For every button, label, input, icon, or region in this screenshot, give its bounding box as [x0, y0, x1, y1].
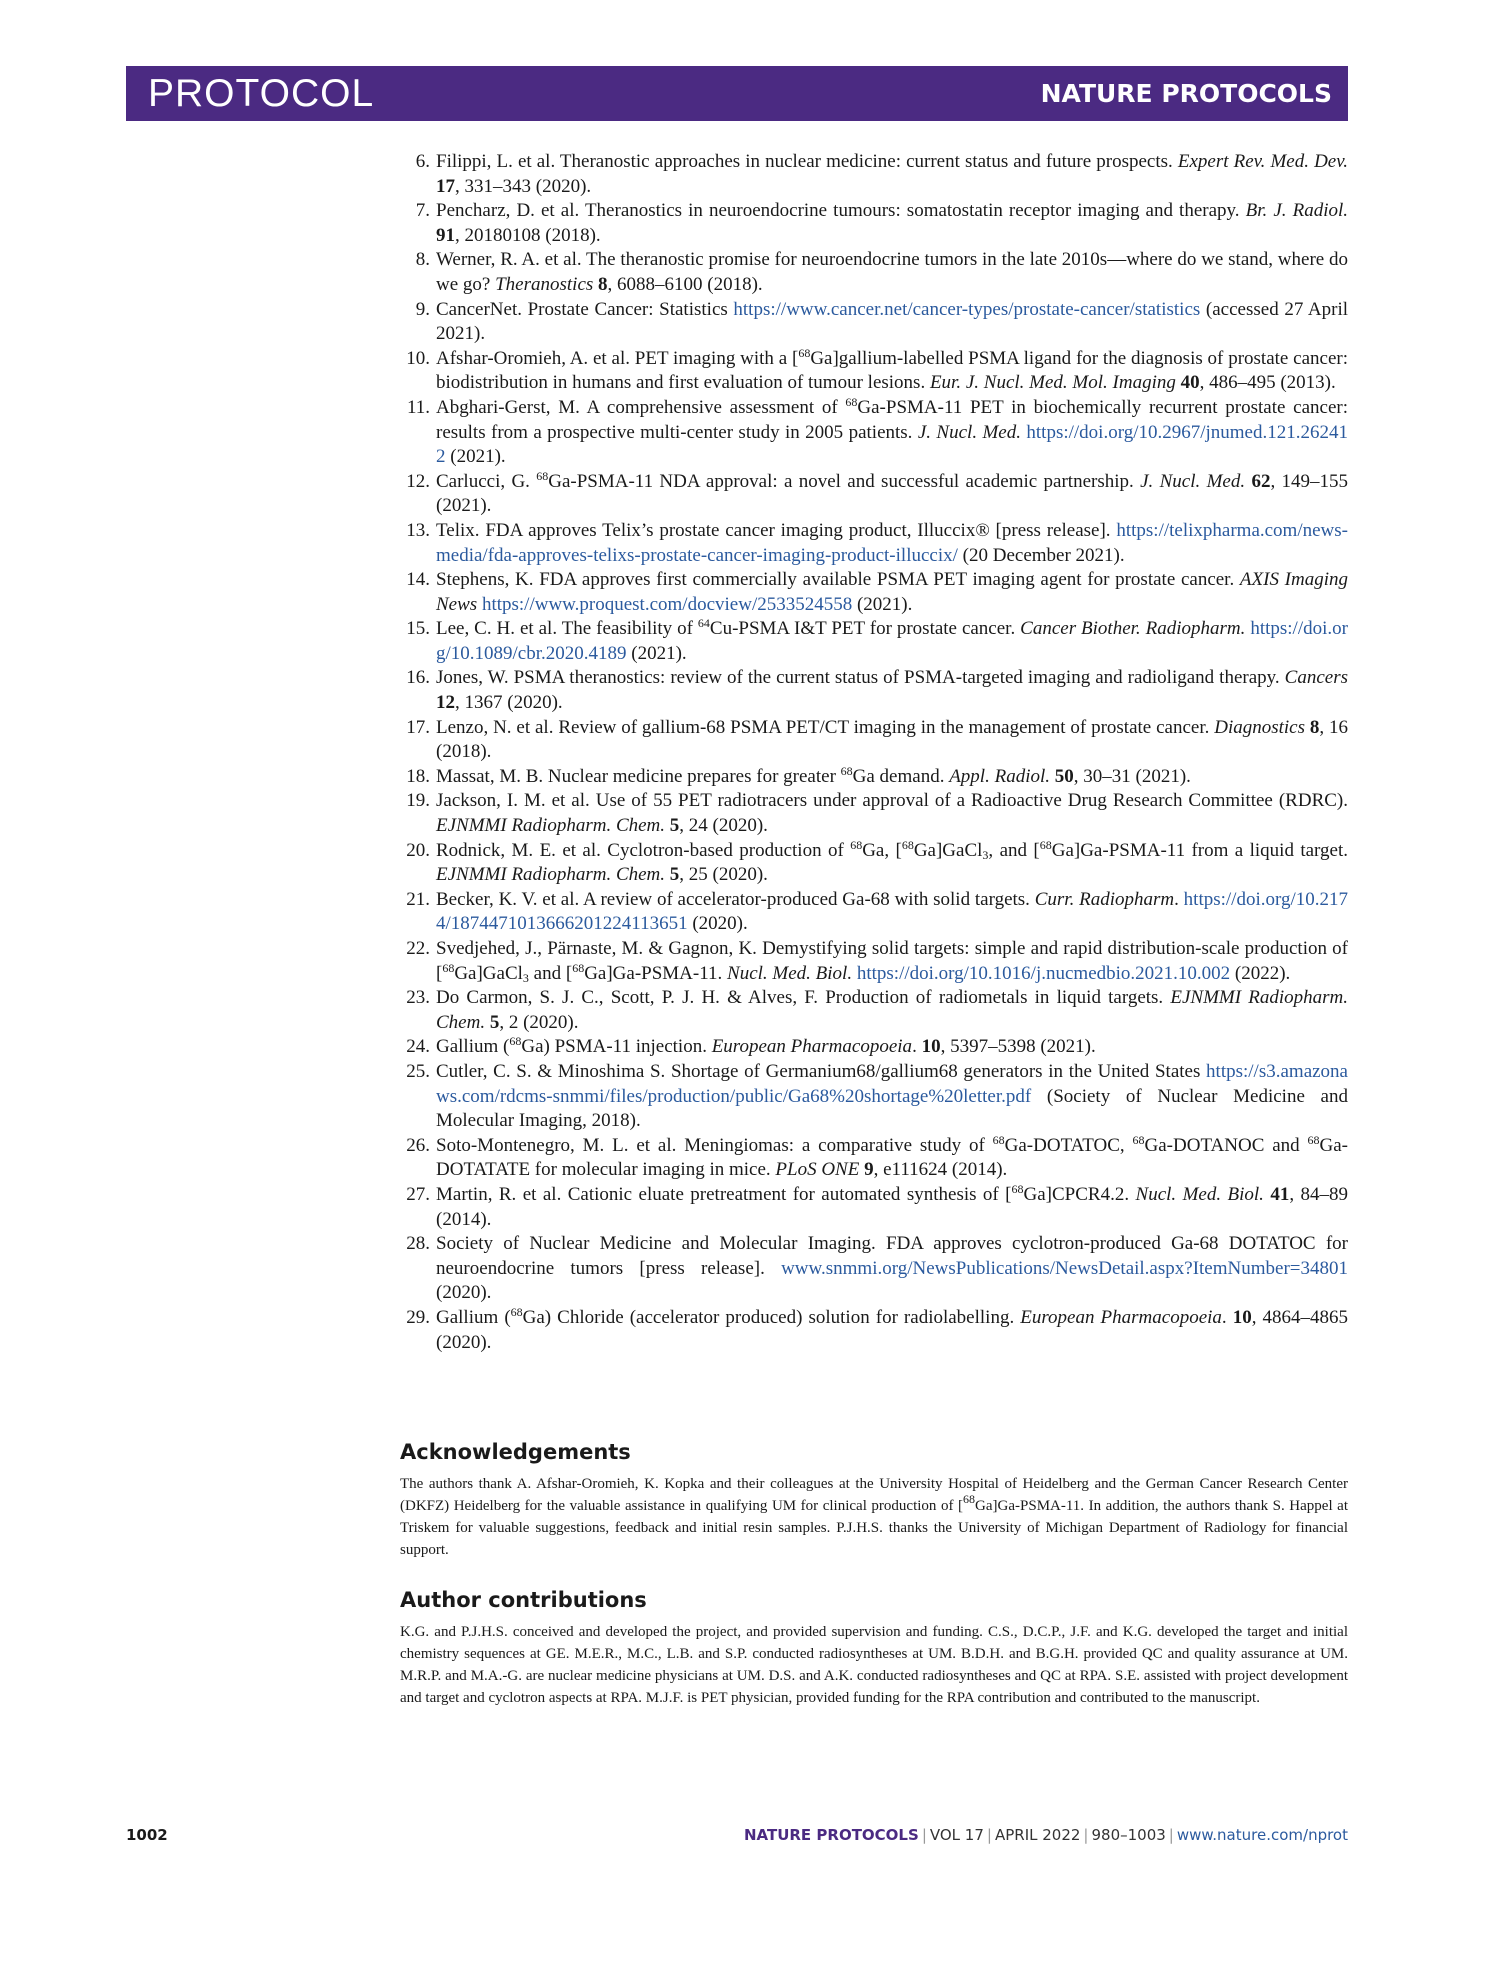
header-journal-name: NATURE PROTOCOLS: [1040, 79, 1332, 108]
reference-number: 6.: [415, 151, 430, 172]
reference-item: [400, 470, 1348, 519]
reference-number: 10.: [406, 347, 430, 369]
reference-item: [400, 765, 1348, 790]
reference-item: [400, 199, 1348, 248]
reference-text: Jackson, I. M. et al. Use of 55 PET radiotracers under approval of a Radioactive Drug Research Committee (RDRC). EJNMMI Radiopharm. Chem. 5, 24 (2020).: [436, 790, 1348, 837]
reference-text: Martin, R. et al. Cationic eluate pretreatment for automated synthesis of [$^{68}$Ga]CPCR4.2. Nucl. Med. Biol. 41, 84–89 (2014).: [436, 1181, 1349, 1230]
reference-text: Cutler, C. S. & Minoshima S. Shortage of Germanium68/gallium68 generators in the United States https://s3.amazonaws.com/rdcms-snmmi/files/production/public/Ga68%20shortage%20letter.pdf (Society of Nuclear Medicine and Molecular Imaging, 2018).: [436, 1060, 1348, 1132]
reference-text: Rodnick, M. E. et al. Cyclotron-based production of $^{68}$Ga, [$^{68}$Ga]GaCl$_3$, and [$^{68}$Ga]Ga-PSMA-11 from a liquid target. EJNMMI Radiopharm. Chem. 5, 25 (2020).: [436, 837, 1349, 886]
reference-text: Pencharz, D. et al. Theranostics in neuroendocrine tumours: somatostatin receptor imaging and therapy. Br. J. Radiol. 91, 20180108 (2018).: [436, 200, 1349, 246]
footer-pages: 980–1003: [1091, 1826, 1166, 1844]
reference-text: Carlucci, G. $^{68}$Ga-PSMA-11 NDA approval: a novel and successful academic partnership. J. Nucl. Med. 62, 149–155 (2021).: [436, 468, 1349, 517]
reference-item: [400, 1183, 1348, 1232]
reference-number: 29.: [406, 1306, 430, 1328]
reference-item: [400, 1060, 1348, 1134]
reference-item: [400, 1134, 1348, 1183]
reference-text: Soto-Montenegro, M. L. et al. Meningiomas: a comparative study of $^{68}$Ga-DOTATOC, $^{68}$Ga-DOTANOC and $^{68}$Ga-DOTATATE for molecular imaging in mice. PLoS ONE 9, e111624 (2014).: [436, 1132, 1349, 1181]
reference-text: Werner, R. A. et al. The theranostic promise for neuroendocrine tumors in the late 2010s—where do we stand, where do we go? Theranostics 8, 6088–6100 (2018).: [436, 249, 1348, 295]
footer-date: APRIL 2022: [994, 1826, 1081, 1844]
reference-number: 9.: [415, 298, 430, 320]
reference-number: 19.: [406, 790, 430, 812]
footer-url[interactable]: www.nature.com/nprot: [1176, 1826, 1348, 1844]
page-footer: NATURE PROTOCOLS | VOL 17 | APRIL 2022 | 980–1003 | www.nature.com/nprot: [743, 1826, 1348, 1844]
reference-number: 16.: [406, 667, 430, 689]
reference-number: 24.: [406, 1036, 430, 1058]
reference-text: Do Carmon, S. J. C., Scott, P. J. H. & Alves, F. Production of radiometals in liquid targets. EJNMMI Radiopharm. Chem. 5, 2 (2020).: [436, 987, 1348, 1033]
reference-text: CancerNet. Prostate Cancer: Statistics https://www.cancer.net/cancer-types/prostate-cancer/statistics (accessed 27 April 2021).: [436, 298, 1349, 345]
reference-number: 12.: [406, 470, 430, 492]
reference-item: [400, 986, 1348, 1035]
page-number: 1002: [126, 1826, 168, 1844]
reference-link[interactable]: https://www.cancer.net/cancer-types/prostate-cancer/statistics: [733, 298, 1201, 320]
reference-text: Lenzo, N. et al. Review of gallium-68 PSMA PET/CT imaging in the management of prostate cancer. Diagnostics 8, 16 (2018).: [436, 716, 1349, 763]
author-contributions-heading: Author contributions: [400, 1588, 647, 1612]
reference-number: 22.: [406, 938, 430, 959]
reference-number: 7.: [415, 200, 430, 222]
acknowledgements-text: The authors thank A. Afshar-Oromieh, K. Kopka and their colleagues at the University Hospital of Heidelberg and the German Cancer Research Center (DKFZ) Heidelberg for the valuable assistance in qualifying UM for clinical production of [$^{68}$Ga]Ga-PSMA-11. In addition, the authors thank S. Happel at Triskem for valuable suggestions, feedback and initial resin samples. P.J.H.S. thanks the University of Michigan Department of Radiology for financial support.: [400, 1476, 1349, 1558]
reference-text: Stephens, K. FDA approves first commercially available PSMA PET imaging agent for prostate cancer. AXIS Imaging News https://www.proquest.com/docview/2533524558 (2021).: [436, 569, 1348, 615]
reference-link[interactable]: www.snmmi.org/NewsPublications/NewsDetail.aspx?ItemNumber=34801: [781, 1257, 1348, 1279]
page-header: [126, 66, 1348, 121]
reference-item: [400, 519, 1348, 568]
reference-number: 23.: [406, 987, 430, 1009]
reference-text: Abghari-Gerst, M. A comprehensive assessment of $^{68}$Ga-PSMA-11 PET in biochemically recurrent prostate cancer: results from a prospective multi-center study in 2005 patients. J. Nucl. Med. https://doi.org/10.2967/jnumed.121.262412 (2021).: [436, 394, 1348, 468]
reference-text: Massat, M. B. Nuclear medicine prepares for greater $^{68}$Ga demand. Appl. Radiol. 50, 30–31 (2021).: [436, 763, 1191, 787]
reference-link[interactable]: https://s3.amazonaws.com/rdcms-snmmi/files/production/public/Ga68%20shortage%20letter.pdf: [436, 1060, 1348, 1107]
reference-number: 18.: [406, 765, 430, 787]
footer-volume: VOL 17: [929, 1826, 984, 1844]
reference-item: [400, 1035, 1348, 1060]
reference-number: 15.: [406, 618, 430, 640]
reference-link[interactable]: https://doi.org/10.2174/1874471013666201224113651: [436, 888, 1349, 935]
reference-link[interactable]: https://doi.org/10.2967/jnumed.121.262412: [436, 421, 1348, 468]
reference-item: [400, 1232, 1348, 1306]
reference-list: [400, 150, 1348, 1355]
reference-item: [400, 617, 1348, 666]
reference-item: [400, 888, 1348, 937]
reference-text: Lee, C. H. et al. The feasibility of $^{64}$Cu-PSMA I&T PET for prostate cancer. Cancer Biother. Radiopharm. https://doi.org/10.1089/cbr.2020.4189 (2021).: [436, 616, 1348, 664]
reference-number: 26.: [406, 1134, 430, 1156]
author-contributions-text: K.G. and P.J.H.S. conceived and developed the project, and provided supervision and funding. C.S., D.C.P., J.F. and K.G. developed the target and initial chemistry sequences at GE. M.E.R., M.C., L.B. and S.P. conducted radiosyntheses at UM. B.D.H. and B.G.H. provided QC and quality assurance at UM. M.R.P. and M.A.-G. are nuclear medicine physicians at UM. D.S. and A.K. conducted radiosyntheses and QC at RPA. S.E. assisted with project development and target and cyclotron aspects at RPA. M.J.F. is PET physician, provided funding for the RPA contribution and contributed to the manuscript.: [400, 1624, 1348, 1706]
reference-item: [400, 839, 1348, 888]
reference-item: [400, 1306, 1348, 1355]
reference-text: Society of Nuclear Medicine and Molecular Imaging. FDA approves cyclotron-produced Ga-68 DOTATOC for neuroendocrine tumors [press release]. www.snmmi.org/NewsPublications/NewsDetail.aspx?ItemNumber=34801 (2020).: [436, 1233, 1348, 1304]
reference-number: 27.: [406, 1183, 430, 1205]
footer-journal: NATURE PROTOCOLS: [743, 1826, 919, 1844]
reference-text: Filippi, L. et al. Theranostic approaches in nuclear medicine: current status and future prospects. Expert Rev. Med. Dev. 17, 331–343 (2020).: [436, 151, 1348, 197]
reference-number: 25.: [406, 1060, 430, 1082]
reference-link[interactable]: https://doi.org/10.1089/cbr.2020.4189: [436, 618, 1348, 664]
reference-number: 8.: [415, 249, 430, 271]
reference-item: [400, 396, 1348, 470]
reference-item: [400, 347, 1348, 396]
reference-item: [400, 248, 1348, 297]
header-section-label: PROTOCOL: [148, 72, 375, 115]
reference-item: [400, 150, 1348, 199]
reference-text: Gallium ($^{68}$Ga) PSMA-11 injection. European Pharmacopoeia. 10, 5397–5398 (2021).: [436, 1034, 1096, 1058]
reference-number: 20.: [406, 839, 430, 861]
reference-number: 13.: [406, 519, 430, 541]
reference-link[interactable]: https://telixpharma.com/news-media/fda-approves-telixs-prostate-cancer-imaging-product-illuccix/: [436, 519, 1348, 566]
reference-link[interactable]: https://doi.org/10.1016/j.nucmedbio.2021.10.002: [856, 962, 1231, 984]
reference-text: Telix. FDA approves Telix’s prostate cancer imaging product, Illuccix® [press release]. https://telixpharma.com/news-media/fda-approves-telixs-prostate-cancer-imaging-product-illuccix/ (20 December 2021).: [436, 519, 1348, 566]
reference-text: Svedjehed, J., Pärnaste, M. & Gagnon, K. Demystifying solid targets: simple and rapid distribution-scale production of [$^{68}$Ga]GaCl$_3$ and [$^{68}$Ga]Ga-PSMA-11. Nucl. Med. Biol. https://doi.org/10.1016/j.nucmedbio.2021.10.002 (2022).: [436, 938, 1348, 985]
reference-number: 11.: [406, 396, 430, 418]
reference-number: 17.: [406, 716, 430, 738]
reference-text: Jones, W. PSMA theranostics: review of the current status of PSMA-targeted imaging and radioligand therapy. Cancers 12, 1367 (2020).: [436, 667, 1348, 714]
reference-text: Afshar-Oromieh, A. et al. PET imaging with a [$^{68}$Ga]gallium-labelled PSMA ligand for the diagnosis of prostate cancer: biodistribution in humans and first evaluation of tumour lesions. Eur. J. Nucl. Med. Mol. Imaging 40, 486–495 (2013).: [436, 345, 1349, 394]
reference-item: [400, 568, 1348, 617]
reference-item: [400, 789, 1348, 838]
acknowledgements-heading: Acknowledgements: [400, 1440, 631, 1464]
reference-number: 21.: [406, 888, 430, 910]
reference-text: Gallium ($^{68}$Ga) Chloride (accelerator produced) solution for radiolabelling. European Pharmacopoeia. 10, 4864–4865 (2020).: [436, 1304, 1348, 1353]
reference-item: [400, 716, 1348, 765]
reference-text: Becker, K. V. et al. A review of accelerator-produced Ga-68 with solid targets. Curr. Radiopharm. https://doi.org/10.2174/1874471013666201224113651 (2020).: [436, 888, 1349, 935]
reference-number: 28.: [406, 1233, 430, 1255]
reference-item: [400, 298, 1348, 347]
reference-item: [400, 666, 1348, 715]
reference-item: [400, 937, 1348, 986]
reference-number: 14.: [406, 569, 430, 591]
reference-link[interactable]: https://www.proquest.com/docview/2533524558: [481, 593, 853, 615]
